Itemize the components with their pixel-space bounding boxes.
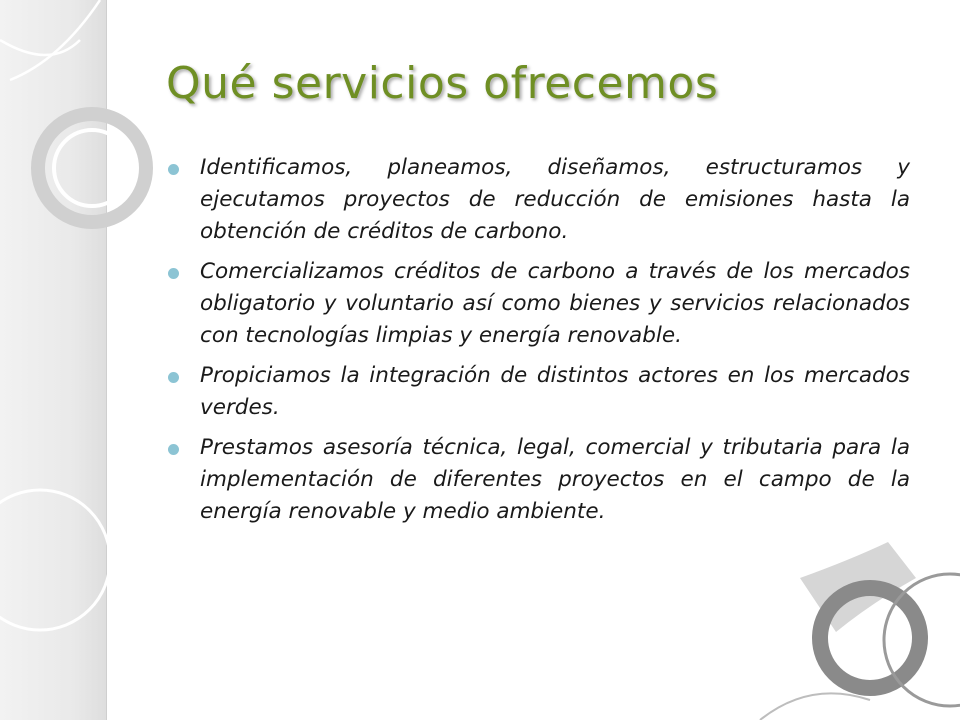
bullet-item	[164, 256, 910, 352]
bullet-text: Prestamos asesoría técnica, legal, comercial y tributaria para la implementación de diferentes proyectos en el campo de la energía renovable y medio ambiente.	[200, 435, 910, 524]
bullet-marker-icon	[168, 372, 179, 383]
bullet-list	[164, 152, 910, 536]
bullet-text: Comercializamos créditos de carbono a través de los mercados obligatorio y voluntario así como bienes y servicios relacionados con tecnologías limpias y energía renovable.	[200, 259, 910, 348]
bullet-item	[164, 152, 910, 248]
slide-title: Qué servicios ofrecemos	[166, 58, 719, 109]
bullet-marker-icon	[168, 164, 179, 175]
bullet-marker-icon	[168, 268, 179, 279]
bullet-item	[164, 360, 910, 424]
bullet-item	[164, 432, 910, 528]
bullet-text: Identificamos, planeamos, diseñamos, estructuramos y ejecutamos proyectos de reducción de emisiones hasta la obtención de créditos de carbono.	[200, 155, 910, 244]
bullet-marker-icon	[168, 444, 179, 455]
bullet-text: Propiciamos la integración de distintos actores en los mercados verdes.	[200, 363, 910, 420]
